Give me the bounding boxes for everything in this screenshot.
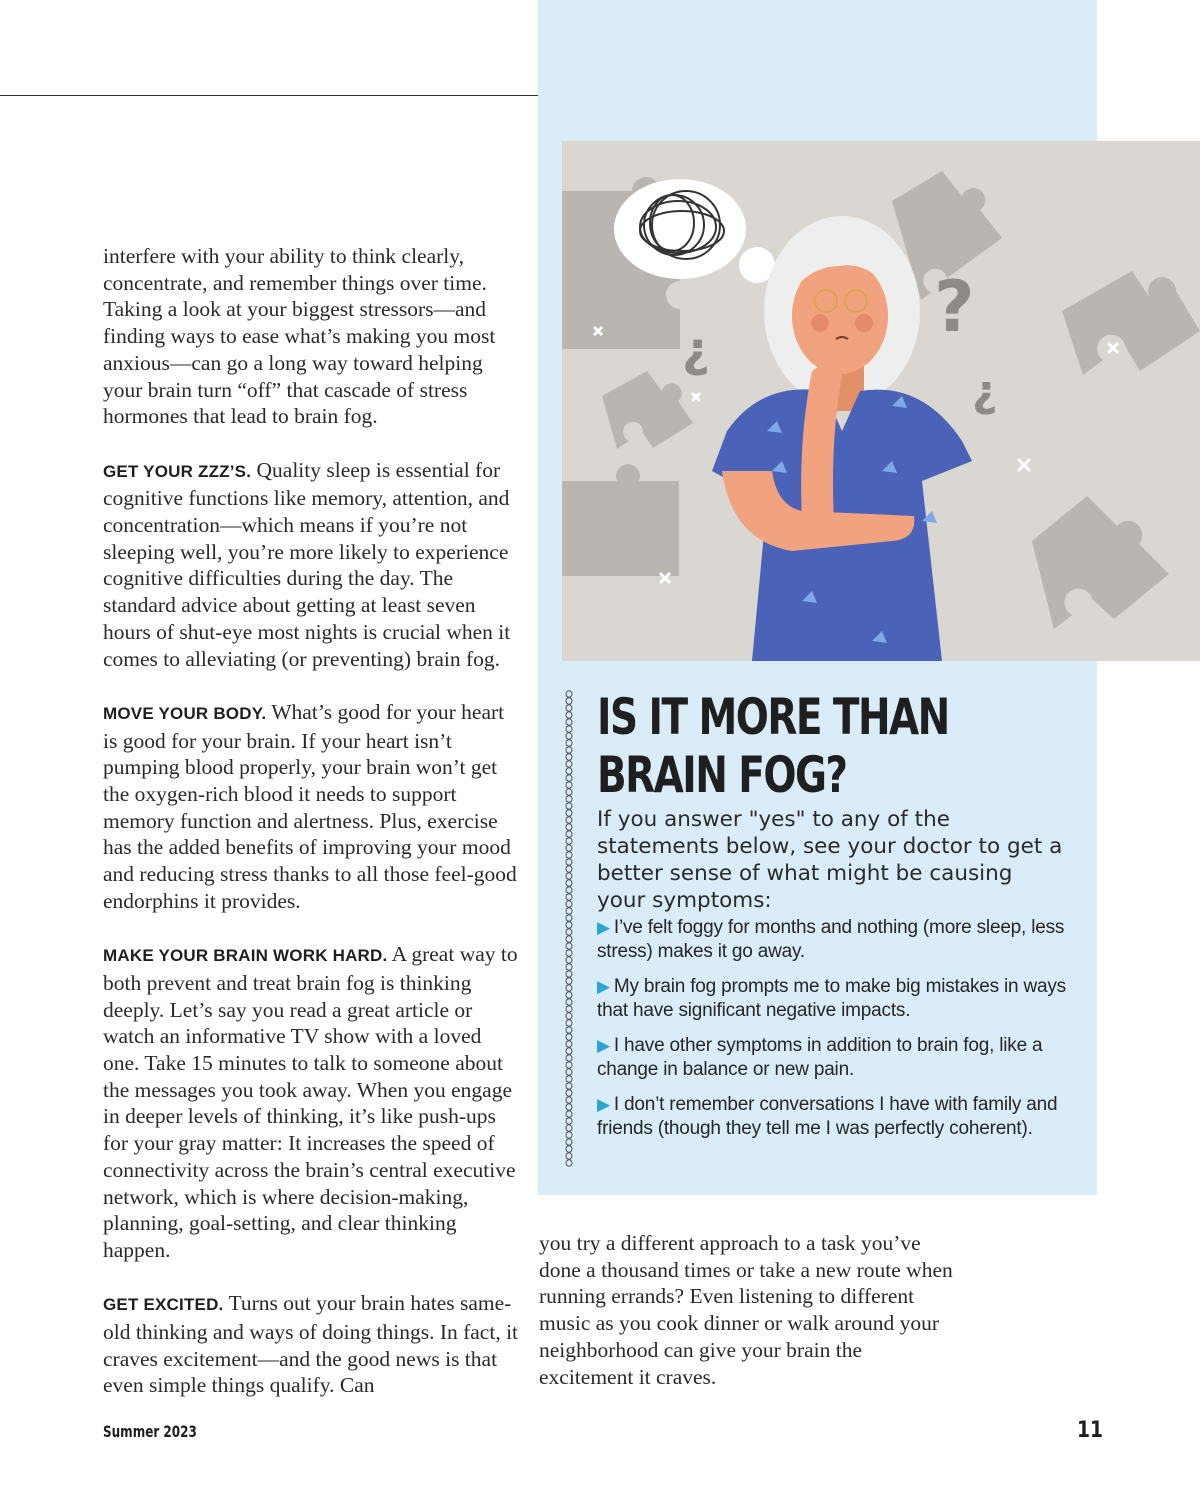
decorative-chain-border [565, 690, 573, 1170]
sidebar-title-line-1: IS IT MORE THAN [597, 688, 949, 746]
move-body: What’s good for your heart is good for your brain. If your heart isn’t pumping blood properly, your brain won’t get the oxygen-rich blood it needs to support memory function and alertness. Plus, exercise has the added benefits of improving your mood and reducing stress thanks to all those feel-good endorphins it provides. [103, 699, 517, 913]
left-column [103, 243, 523, 1426]
list-item-text: My brain fog prompts me to make big mistakes in ways that have significant negative impacts. [597, 976, 1066, 1021]
work-paragraph [103, 941, 523, 1263]
sleep-lead: GET YOUR ZZZ’S. [103, 461, 252, 481]
list-item [597, 916, 1077, 963]
svg-text:¿: ¿ [682, 322, 710, 378]
sidebar-intro: If you answer "yes" to any of the statements below, see your doctor to get a better sense of what might be causing your symptoms: [597, 807, 1063, 913]
sidebar-title-line-2: BRAIN FOG? [597, 746, 847, 804]
move-paragraph [103, 699, 523, 915]
svg-text:?: ? [934, 266, 975, 348]
sidebar-title [597, 688, 949, 804]
move-lead: MOVE YOUR BODY. [103, 703, 267, 723]
work-body: A great way to both prevent and treat brain fog is thinking deeply. Let’s say you read a great article or watch an informative TV show with a loved one. Take 15 minutes to talk to someone about the messages you took away. When you engage in deeper levels of thinking, it’s like push-ups for your gray matter: It increases the speed of connectivity across the brain’s central executive network, which is where decision-making, planning, goal-setting, and clear thinking happen. [103, 942, 518, 1262]
triangle-right-icon: ▶ [597, 1036, 610, 1055]
triangle-right-icon: ▶ [597, 1095, 610, 1114]
work-lead: MAKE YOUR BRAIN WORK HARD. [103, 946, 388, 966]
excited-paragraph [103, 1290, 523, 1399]
thinking-woman-illustration [562, 141, 1200, 661]
list-item [597, 975, 1077, 1022]
list-item-text: I don’t remember conversations I have with family and friends (though they tell me I was perfectly coherent). [597, 1094, 1058, 1139]
right-column [539, 1230, 959, 1417]
intro-paragraph: interfere with your ability to think clearly, concentrate, and remember things over time. Taking a look at your biggest stressors—and finding ways to ease what’s making you most anxious—can go a long way toward helping your brain turn “off” that cascade of stress hormones that lead to brain fog. [103, 244, 496, 429]
list-item-text: I have other symptoms in addition to brain fog, like a change in balance or new pain. [597, 1035, 1043, 1080]
sleep-paragraph [103, 457, 523, 673]
page-number: 11 [1077, 1418, 1104, 1443]
list-item-text: I’ve felt foggy for months and nothing (more sleep, less stress) makes it go away. [597, 917, 1065, 962]
list-item [597, 1093, 1077, 1140]
excited-lead: GET EXCITED. [103, 1295, 224, 1315]
issue-label: Summer 2023 [103, 1422, 197, 1441]
sleep-body: Quality sleep is essential for cognitive functions like memory, attention, and concentration—which means if you’re not sleeping well, you’re more likely to experience cognitive difficulties during the day. The standard advice about getting at least seven hours of shut-eye most nights is crucial when it comes to alleviating (or preventing) brain fog. [103, 457, 511, 671]
illustration-svg [562, 141, 1200, 661]
excited-body: Turns out your brain hates same-old thinking and ways of doing things. In fact, it craves excitement—and the good news is that even simple things qualify. Can [103, 1291, 519, 1398]
list-item [597, 1034, 1077, 1081]
triangle-right-icon: ▶ [597, 918, 610, 937]
triangle-right-icon: ▶ [597, 977, 610, 996]
svg-text:¿: ¿ [972, 366, 998, 417]
continuation-paragraph: you try a different approach to a task you’ve done a thousand times or take a new route when running errands? Even listening to different music as you cook dinner or walk around your neighborhood can give your brain the excitement it craves. [539, 1231, 953, 1389]
symptom-list [597, 916, 1077, 1152]
